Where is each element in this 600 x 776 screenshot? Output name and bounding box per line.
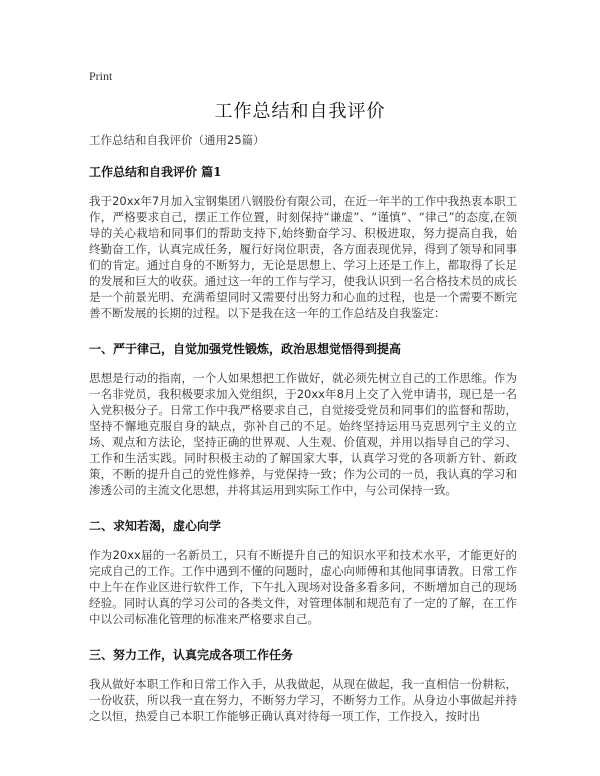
page-title: 工作总结和自我评价 [214,101,386,122]
article-subtitle: 工作总结和自我评价（通用25篇） [89,133,265,147]
section-1-paragraph: 思想是行动的指南，一个人如果想把工作做好，就必须先树立自己的工作思维。作为一名非党员，我积极要求加入党组织，于20xx年8月上交了入党申请书，现已是一名入党积极分子。日常工作中我严格要求自己，自觉接受党员和同事们的监督和帮助，坚持不懈地克服自身的缺点，弥补自己的不足。始终坚持运用马克思列宁主义的立场、观点和方法论，坚持正确的世界观、人生观、价值观，并用以指导自己的学习、工作和生活实践。同时积极主动的了解国家大事，认真学习党的各项新方针、新政策，不断的提升自己的党性修养，与党保持一致；作为公司的一员，我认真的学习和渗透公司的主流文化思想，并将其运用到实际工作中，与公司保持一致。 [89,371,517,497]
article-body [89,132,517,724]
section-2-heading: 二、求知若渴，虚心向学 [89,519,222,533]
section-3-paragraph: 我从做好本职工作和日常工作入手，从我做起，从现在做起，我一直相信一份耕耘，一份收获，所以我一直在努力，不断努力学习，不断努力工作。从身边小事做起并持之以恒，热爱自己本职工作能够正确认真对待每一项工作，工作投入，按时出 [89,677,517,723]
section-3-heading: 三、努力工作，认真完成各项工作任务 [89,648,294,662]
intro-paragraph: 我于20xx年7月加入宝钢集团八钢股份有限公司，在近一年半的工作中我热衷本职工作，严格要求自己，摆正工作位置，时刻保持“谦虚”、“谨慎”、“律己”的态度,在领导的关心栽培和同事们的帮助支持下,始终勤奋学习、积极进取，努力提高自我，始终勤奋工作，认真完成任务，履行好岗位职责，各方面表现优异，得到了领导和同事们的肯定。通过自身的不断努力，无论是思想上、学习上还是工作上，都取得了长足的发展和巨大的收获。通过这一年的工作与学习，使我认识到一名合格技术员的成长是一个前景光明、充满希望同时又需要付出努力和心血的过程，也是一个需要不断完善不断发展的长期的过程。以下是我在这一年的工作总结及自我鉴定： [89,194,517,320]
article-heading: 工作总结和自我评价 篇1 [89,165,222,179]
print-link[interactable]: Print [89,69,113,83]
section-1-heading: 一、严于律己，自觉加强党性锻炼，政治思想觉悟得到提高 [89,342,402,356]
section-2-paragraph: 作为20xx届的一名新员工，只有不断提升自己的知识水平和技术水平，才能更好的完成自己的工作。工作中遇到不懂的问题时，虚心向师傅和其他同事请教。日常工作中上午在作业区进行软件工作，下午扎入现场对设备多看多问，不断增加自己的现场经验。同时认真的学习公司的各类文件，对管理体制和规范有了一定的了解，在工作中以公司标准化管理的标准来严格要求自己。 [89,548,517,626]
